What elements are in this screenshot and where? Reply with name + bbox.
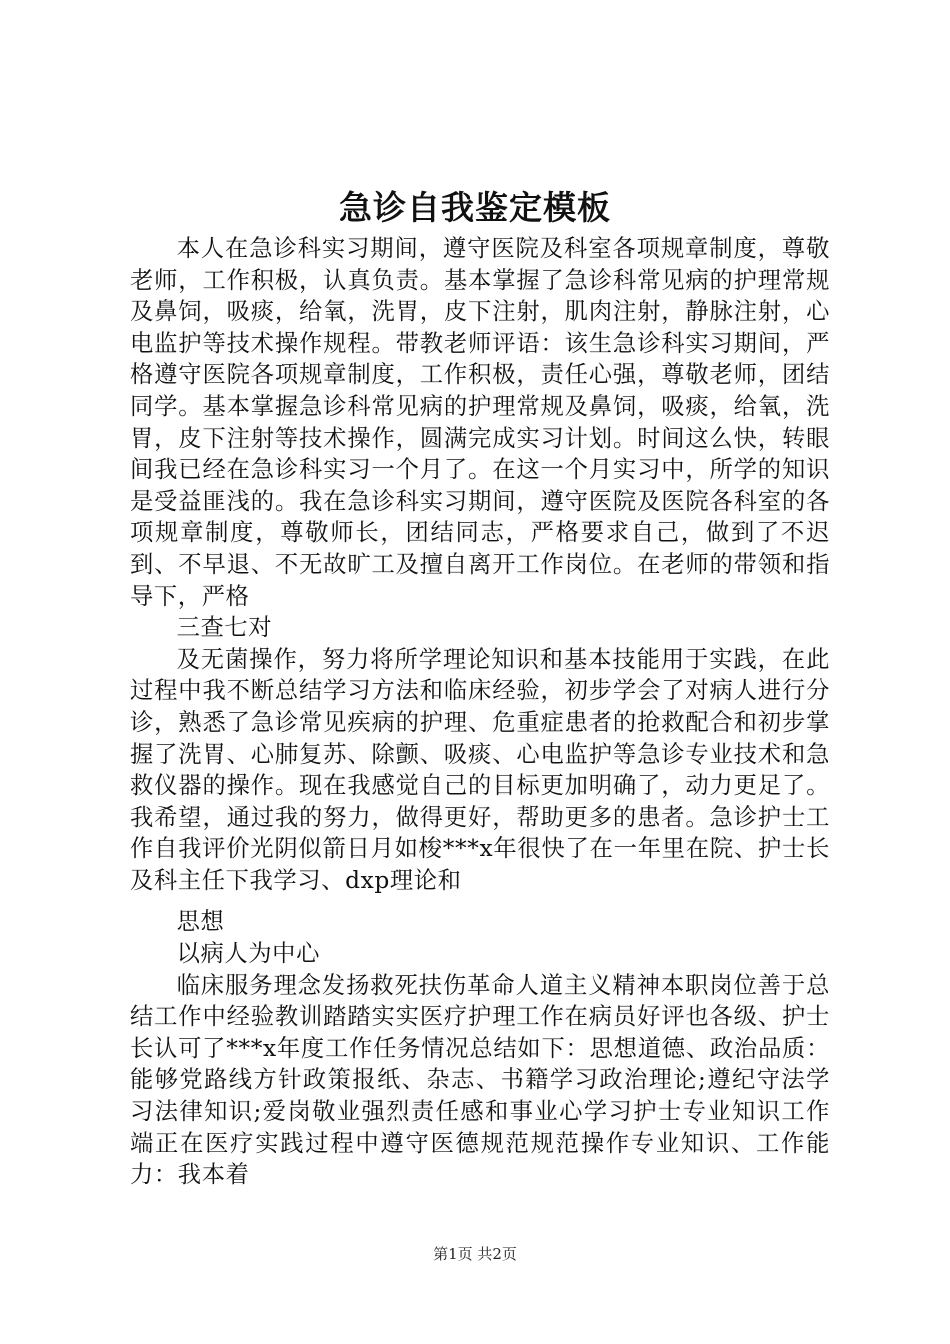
paragraph-1: 本人在急诊科实习期间，遵守医院及科室各项规章制度，尊敬老师，工作积极，认真负责。基本掌握了急诊科常见病的护理常规及鼻饲，吸痰，给氧，洗胃，皮下注射，肌肉注射，静脉注射，心电监护等技术操作规程。带教老师评语：该生急诊科实习期间，严格遵守医院各项规章制度，工作积极，责任心强，尊敬老师，团结同学。基本掌握急诊科常见病的护理常规及鼻饲，吸痰，给氧，洗胃，皮下注射等技术操作，圆满完成实习计划。时间这么快，转眼间我已经在急诊科实习一个月了。在这一个月实习中，所学的知识是受益匪浅的。我在急诊科实习期间，遵守医院及医院各科室的各项规章制度，尊敬师长，团结同志，严格要求自己，做到了不迟到、不早退、不无故旷工及擅自离开工作岗位。在老师的带领和指导下，严格 (130, 235, 830, 610)
paragraph-gap (130, 896, 830, 906)
page-footer: 第1页 共2页 (433, 1245, 517, 1263)
paragraph-4: 思想 (176, 908, 225, 936)
paragraph-6: 临床服务理念发扬救死扶伤革命人道主义精神本职岗位善于总结工作中经验教训踏踏实实医疗护理工作在病员好评也各级、护士长认可了***x年度工作任务情况总结如下：思想道德、政治品质：能够党路线方针政策报纸、杂志、书籍学习政治理论;遵纪守法学习法律知识;爱岗敬业强烈责任感和事业心学习护士专业知识工作端正在医疗实践过程中遵守医德规范规范操作专业知识、工作能力：我本着 (130, 971, 830, 1189)
paragraph-2: 三查七对 (176, 614, 273, 642)
paragraph-3: 及无菌操作，努力将所学理论知识和基本技能用于实践，在此过程中我不断总结学习方法和临床经验，初步学会了对病人进行分诊，熟悉了急诊常见疾病的护理、危重症患者的抢救配合和初步掌握了洗胃、心肺复苏、除颤、吸痰、心电监护等急诊专业技术和急救仪器的操作。现在我感觉自己的目标更加明确了，动力更足了。我希望，通过我的努力，做得更好，帮助更多的患者。急诊护士工作自我评价光阴似箭日月如梭***x年很快了在一年里在院、护士长及科主任下我学习、dxp理论和 (130, 645, 830, 894)
document-title: 急诊自我鉴定模板 (339, 188, 611, 227)
paragraph-5: 以病人为中心 (176, 940, 320, 968)
document-body (130, 233, 830, 1191)
